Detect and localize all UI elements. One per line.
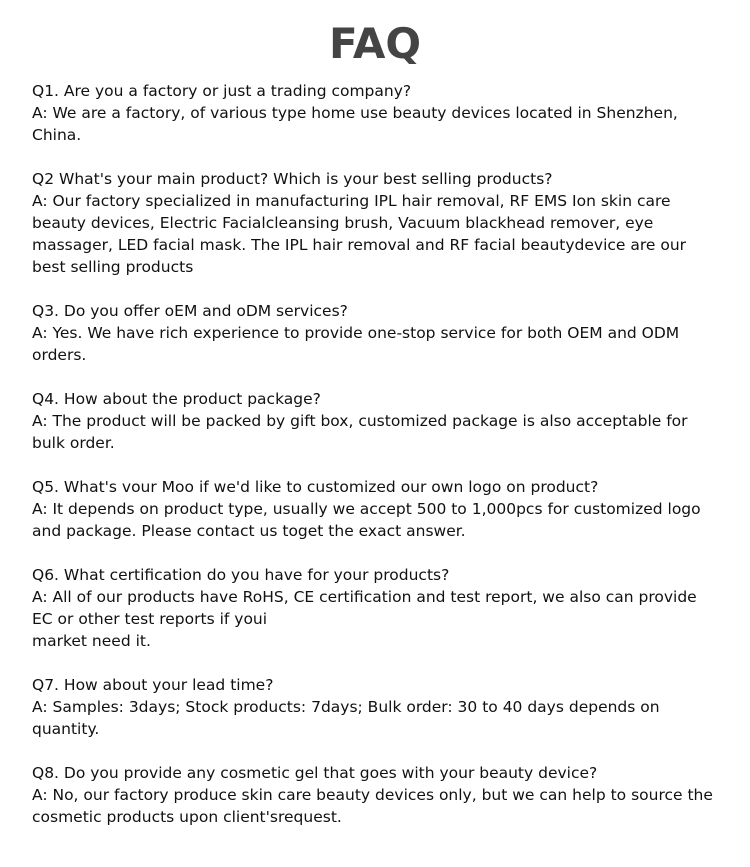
faq-3-answer-line-1: A: Yes. We have rich experience to provide one-stop service for both OEM and ODM (32, 324, 680, 342)
faq-4-answer-line-1: A: The product will be packed by gift box, customized package is also acceptable for (32, 412, 688, 430)
faq-item-8 (32, 762, 722, 828)
faq-3-question: Q3. Do you offer oEM and oDM services? (32, 302, 348, 320)
faq-item-6 (32, 564, 722, 652)
faq-8-question: Q8. Do you provide any cosmetic gel that goes with your beauty device? (32, 764, 598, 782)
faq-item-5 (32, 476, 722, 542)
page-title: FAQ (328, 19, 422, 68)
faq-6-question: Q6. What certification do you have for your products? (32, 566, 450, 584)
faq-5-answer-line-2: and package. Please contact us toget the exact answer. (32, 522, 466, 540)
faq-7-question: Q7. How about your lead time? (32, 676, 274, 694)
faq-1-answer-line-2: China. (32, 126, 82, 144)
faq-8-answer-line-1: A: No, our factory produce skin care beauty devices only, but we can help to source the (32, 786, 713, 804)
faq-5-answer-line-1: A: It depends on product type, usually we accept 500 to 1,000pcs for customized logo (32, 500, 701, 518)
faq-7-answer-line-1: A: Samples: 3days; Stock products: 7days; Bulk order: 30 to 40 days depends on (32, 698, 660, 716)
faq-2-answer-line-3: massager, LED facial mask. The IPL hair removal and RF facial beautydevice are our (32, 236, 687, 254)
faq-8-answer-line-2: cosmetic products upon client'srequest. (32, 808, 342, 826)
faq-3-answer-line-2: orders. (32, 346, 87, 364)
faq-1-question: Q1. Are you a factory or just a trading company? (32, 82, 412, 100)
faq-2-answer-line-1: A: Our factory specialized in manufacturing IPL hair removal, RF EMS Ion skin care (32, 192, 671, 210)
faq-6-answer-line-2: EC or other test reports if youi (32, 610, 268, 628)
faq-item-2 (32, 168, 722, 278)
faq-5-question: Q5. What's vour Moo if we'd like to customized our own logo on product? (32, 478, 599, 496)
faq-6-answer-line-1: A: All of our products have RoHS, CE certification and test report, we also can provide (32, 588, 697, 606)
faq-4-question: Q4. How about the product package? (32, 390, 321, 408)
faq-6-answer-line-3: market need it. (32, 632, 151, 650)
faq-item-3 (32, 300, 722, 366)
faq-4-answer-line-2: bulk order. (32, 434, 115, 452)
faq-7-answer-line-2: quantity. (32, 720, 100, 738)
faq-item-7 (32, 674, 722, 740)
faq-2-answer-line-2: beauty devices, Electric Facialcleansing brush, Vacuum blackhead remover, eye (32, 214, 654, 232)
faq-2-question: Q2 What's your main product? Which is your best selling products? (32, 170, 553, 188)
faq-1-answer-line-1: A: We are a factory, of various type home use beauty devices located in Shenzhen, (32, 104, 678, 122)
faq-2-answer-line-4: best selling products (32, 258, 194, 276)
faq-item-1 (32, 80, 722, 146)
faq-list (32, 80, 722, 850)
faq-item-4 (32, 388, 722, 454)
